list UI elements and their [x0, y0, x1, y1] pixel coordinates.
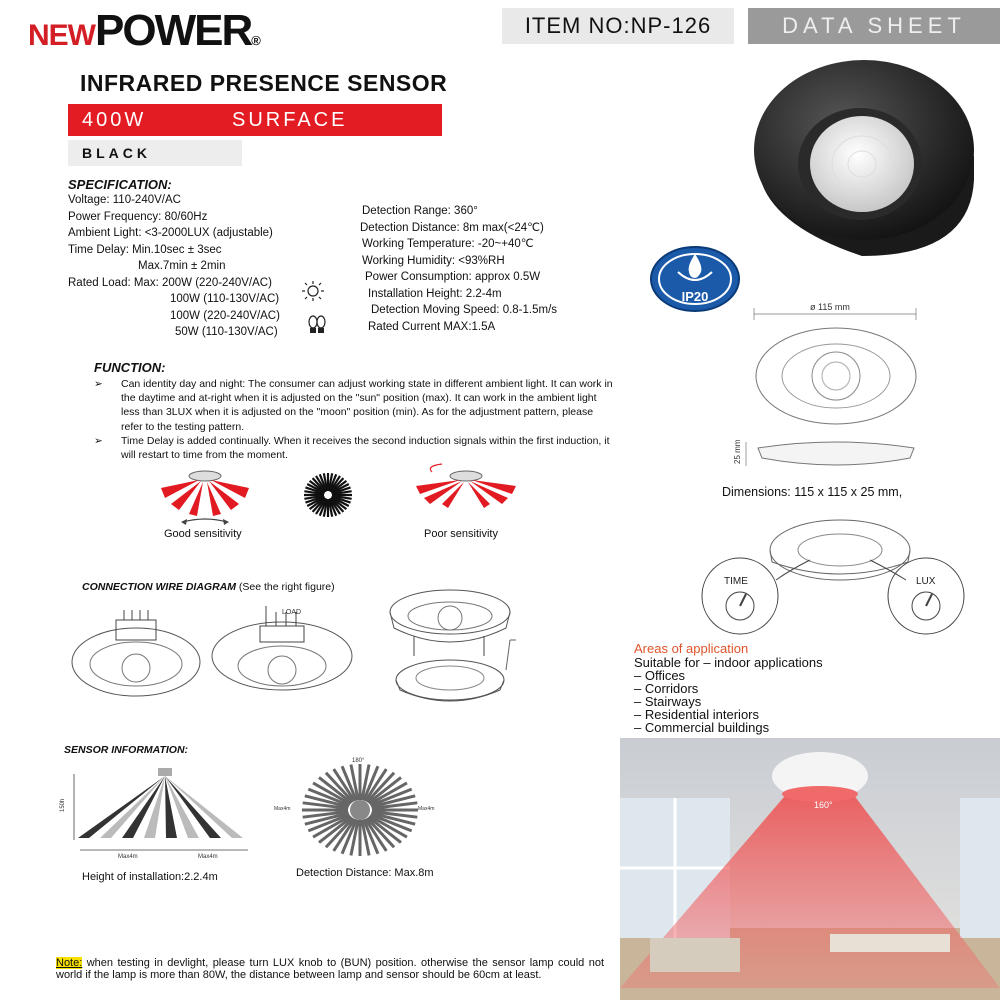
product-title: INFRARED PRESENCE SENSOR	[80, 70, 448, 96]
detection-distance-caption: Detection Distance: Max.8m	[296, 867, 434, 879]
spec-left	[68, 192, 280, 341]
application-areas	[634, 641, 823, 734]
note-label: Note:	[56, 957, 83, 969]
power-mount-bar	[68, 104, 442, 136]
angle-label: 180°	[352, 758, 365, 764]
spec-line: Rated Load: Max: 200W (220-240V/AC)	[68, 276, 272, 289]
spec-line: Power Consumption: approx 0.5W	[365, 271, 541, 283]
data-sheet-label: DATA SHEET	[748, 8, 1000, 44]
spec-line: Ambient Light: <3-2000LUX (adjustable)	[68, 227, 273, 239]
spec-line: Power Frequency: 80/60Hz	[68, 210, 208, 223]
area-item: – Residential interiors	[634, 707, 760, 722]
sun-icon	[300, 280, 326, 302]
sensor-product-photo	[744, 60, 980, 280]
spec-line: Time Delay: Min.10sec ± 3sec	[68, 243, 222, 256]
install-height-caption: Height of installation:2.2.4m	[82, 871, 218, 883]
spec-line: Voltage: 110-240V/AC	[68, 194, 181, 206]
area-item: – Offices	[634, 668, 686, 683]
mount-type: SURFACE	[232, 109, 348, 131]
area-item: – Commercial buildings	[634, 720, 770, 735]
item-number: ITEM NO:NP-126	[502, 8, 734, 44]
sensor-center	[350, 800, 370, 820]
poor-sensitivity-label: Poor sensitivity	[424, 528, 498, 540]
good-sensitivity-label: Good sensitivity	[164, 528, 242, 540]
right-radius-label: Max4m	[418, 806, 435, 812]
testing-note	[56, 958, 604, 981]
spec-line: Detection Range: 360°	[362, 205, 478, 217]
time-lux-knob-diagram	[700, 510, 980, 640]
bullet-item: ➢ Time Delay is added continually. When it receives the second induction signals within the first induction, it will restart to time from the moment.	[94, 434, 610, 462]
ip20-label: IP20	[681, 289, 709, 304]
detection-area-diagram	[270, 752, 450, 862]
lux-label: LUX	[916, 576, 936, 587]
ip20-badge	[648, 244, 742, 314]
dimension-drawing	[733, 296, 932, 476]
spec-line: Working Humidity: <93%RH	[362, 254, 505, 267]
spec-right	[362, 203, 557, 335]
poor-sensitivity-diagram	[412, 464, 520, 528]
bullet-item: ➢ Can identity day and night: The consumer can adjust working state in different ambient light. It can work in the daytime and at-right when it is adjusted on the "sun" position (max). It can work in the ambient light less than 3LUX when it is adjusted on the "moon" position (min). As for the adjustment pattern, please refer to the testing pattern.	[94, 378, 613, 433]
wire-diagram-1	[66, 604, 206, 704]
spec-line: 100W (110-130V/AC)	[170, 293, 280, 305]
right-range-label: Max4m	[198, 854, 218, 860]
dimensions-text: Dimensions: 115 x 115 x 25 mm,	[722, 485, 903, 499]
sunburst-pattern	[298, 470, 358, 520]
areas-title: Areas of application	[634, 641, 749, 656]
spec-line: Working Temperature: -20~+40℃	[362, 238, 534, 250]
area-item: – Stairways	[634, 694, 702, 709]
height-label: 25 mm	[733, 439, 742, 464]
room-application-photo	[620, 738, 1000, 1000]
spec-line: 50W (110-130V/AC)	[175, 326, 278, 338]
header-bar	[0, 0, 1000, 55]
left-radius-label: Max4m	[274, 806, 291, 812]
areas-suitable: Suitable for – indoor applications	[634, 655, 823, 670]
good-sensitivity-diagram	[155, 464, 255, 528]
spec-line: Max.7min ± 2min	[138, 260, 226, 272]
height-dim-label: 150h	[60, 798, 66, 812]
area-item: – Corridors	[634, 681, 699, 696]
brand-logo: NEWPOWER®	[28, 6, 261, 55]
spec-line: Installation Height: 2.2-4m	[368, 287, 502, 300]
detection-cone-diagram	[58, 764, 258, 860]
spec-heading: SPECIFICATION:	[68, 177, 172, 192]
bulb-icon	[306, 314, 328, 336]
power-rating: 400W	[82, 109, 147, 131]
wire-diagram-2	[206, 604, 358, 700]
spec-line: 100W (220-240V/AC)	[170, 309, 280, 322]
sensor-info-heading: SENSOR INFORMATION:	[64, 744, 189, 756]
left-range-label: Max4m	[118, 854, 138, 860]
diameter-label: ø 115 mm	[810, 302, 850, 312]
time-label: TIME	[724, 576, 748, 587]
mounting-diagram	[384, 576, 524, 716]
color-bar: BLACK	[68, 140, 242, 166]
note-text: when testing in devlight, please turn LUX knob to (BUN) position. otherwise the sensor lamp could not world if the lamp is more than 80W, the distance between lamp and sensor should be 60cm at least.	[56, 957, 604, 981]
spec-line: Rated Current MAX:1.5A	[368, 320, 496, 333]
function-text	[94, 377, 614, 462]
function-heading: FUNCTION:	[94, 360, 166, 375]
spec-line: Detection Distance: 8m max(<24℃)	[360, 221, 544, 234]
connection-heading: CONNECTION WIRE DIAGRAM (See the right figure)	[82, 581, 335, 593]
beam-angle-label: 160°	[814, 800, 833, 810]
spec-line: Detection Moving Speed: 0.8-1.5m/s	[371, 304, 558, 316]
load-label: LOAD	[282, 609, 302, 616]
